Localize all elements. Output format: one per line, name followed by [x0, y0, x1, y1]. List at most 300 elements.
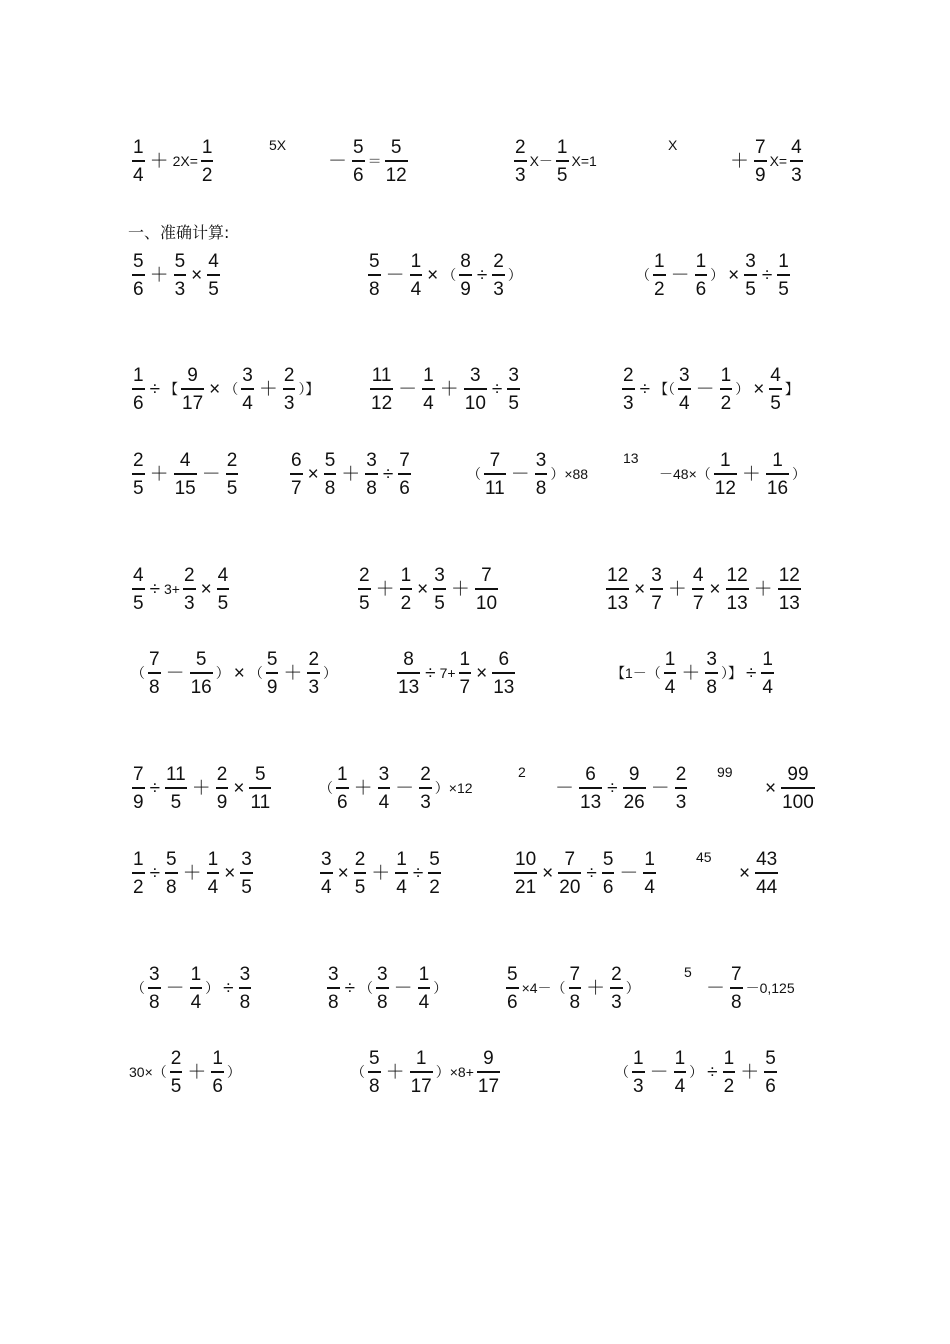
- math-expression: [128, 1049, 242, 1096]
- denominator: 5: [170, 1075, 182, 1097]
- numerator: 7: [481, 565, 492, 586]
- math-text: ）: [792, 466, 807, 483]
- denominator: 4: [321, 876, 332, 898]
- denominator: 13: [580, 791, 602, 813]
- numerator: 2: [359, 565, 370, 586]
- fraction: [602, 850, 615, 897]
- operator: ÷: [149, 578, 161, 600]
- fraction: [569, 965, 582, 1012]
- operator: －: [695, 378, 715, 400]
- numerator: 99: [787, 764, 809, 785]
- numerator: 9: [483, 1048, 494, 1069]
- fraction: [148, 650, 161, 697]
- numerator: 1: [556, 137, 568, 158]
- fraction: [726, 566, 749, 613]
- denominator: 2: [429, 876, 440, 898]
- numerator: 1: [423, 365, 434, 386]
- numerator: 8: [403, 649, 414, 670]
- operator: ＋: [439, 378, 459, 400]
- fraction: [692, 566, 705, 613]
- denominator: 44: [756, 876, 778, 898]
- math-text: ）: [689, 1064, 704, 1081]
- math-text: （: [359, 980, 374, 997]
- numerator: 1: [400, 565, 412, 586]
- denominator: 4: [133, 164, 144, 186]
- denominator: 4: [679, 392, 690, 414]
- denominator: 2: [654, 278, 665, 300]
- operator: ×: [233, 662, 245, 684]
- numerator: 7: [564, 849, 576, 870]
- fraction: [643, 850, 656, 897]
- fraction: [761, 650, 774, 697]
- operator: ＋: [149, 264, 169, 286]
- numerator: 2: [183, 565, 195, 586]
- fraction: [395, 850, 408, 897]
- operator: ＋: [681, 662, 701, 684]
- fraction: [327, 965, 340, 1012]
- fraction: [506, 965, 519, 1012]
- math-expression: [368, 366, 522, 413]
- denominator: 6: [133, 278, 144, 300]
- denominator: 20: [559, 876, 581, 898]
- numerator: 1: [337, 764, 348, 785]
- fraction: [216, 765, 229, 812]
- math-text: ）】: [720, 665, 742, 682]
- fraction: [579, 765, 602, 812]
- numerator: 3: [378, 764, 390, 785]
- denominator: 12: [385, 164, 407, 186]
- operator: －: [398, 378, 418, 400]
- fraction: [790, 138, 803, 185]
- fraction: [664, 650, 677, 697]
- operator: ×: [191, 264, 203, 286]
- operator: －: [395, 777, 415, 799]
- fraction: [283, 366, 296, 413]
- denominator: 6: [507, 991, 518, 1013]
- operator: －: [385, 264, 405, 286]
- fraction: [678, 366, 691, 413]
- numerator: 11: [166, 764, 186, 785]
- denominator: 8: [731, 991, 742, 1013]
- operator: ＋: [741, 463, 761, 485]
- fraction: [632, 1049, 645, 1096]
- fraction: [266, 650, 279, 697]
- operator: －: [555, 777, 575, 799]
- fraction: [378, 765, 391, 812]
- fraction: [241, 366, 254, 413]
- math-expression: [512, 138, 598, 185]
- operator: ＋: [740, 1061, 760, 1083]
- numerator: 4: [208, 251, 219, 272]
- fraction: [556, 138, 569, 185]
- math-expression: [703, 965, 796, 1012]
- fraction: [365, 451, 378, 498]
- math-text: ）: [433, 980, 448, 997]
- operator: ×: [765, 777, 777, 799]
- math-expression: [288, 451, 413, 498]
- numerator: 5: [602, 849, 614, 870]
- denominator: 6: [212, 1075, 223, 1097]
- numerator: 4: [179, 450, 191, 471]
- numerator: 1: [410, 251, 422, 272]
- numerator: 3: [745, 251, 756, 272]
- denominator: 13: [607, 592, 629, 614]
- math-text: （: [467, 466, 481, 483]
- math-text: X: [668, 137, 678, 153]
- fraction: [781, 765, 815, 812]
- denominator: 21: [515, 876, 537, 898]
- fraction: [410, 1049, 433, 1096]
- math-expression: [622, 451, 640, 465]
- math-text: ×4－（: [521, 980, 566, 997]
- math-expression: [727, 138, 805, 185]
- fraction: [239, 965, 252, 1012]
- operator: ×: [739, 862, 751, 884]
- operator: ÷: [149, 777, 161, 799]
- denominator: 8: [377, 991, 388, 1013]
- operator: ÷: [707, 1061, 718, 1083]
- fraction: [610, 965, 623, 1012]
- denominator: 3: [515, 164, 526, 186]
- operator: ×: [200, 578, 212, 600]
- denominator: 7: [459, 676, 471, 698]
- numerator: 1: [695, 251, 707, 272]
- denominator: 7: [651, 592, 662, 614]
- operator: ×: [417, 578, 429, 600]
- fraction: [201, 138, 214, 185]
- fraction: [132, 451, 145, 498]
- math-expression: [130, 451, 240, 498]
- operator: ÷: [586, 862, 597, 884]
- fraction: [190, 650, 213, 697]
- math-text: 7+: [439, 665, 456, 682]
- math-text: 13: [623, 450, 639, 466]
- denominator: 4: [207, 876, 219, 898]
- math-text: －0,125: [745, 980, 795, 997]
- numerator: 1: [133, 365, 144, 386]
- operator: ×: [427, 264, 439, 286]
- denominator: 5: [778, 278, 789, 300]
- fraction: [705, 650, 718, 697]
- operator: －: [619, 862, 639, 884]
- fraction: [397, 650, 420, 697]
- math-expression: [512, 850, 658, 897]
- math-text: ＝: [367, 153, 382, 170]
- operator: ＋: [730, 150, 750, 172]
- numerator: 2: [226, 450, 238, 471]
- operator: ＋: [667, 578, 687, 600]
- numerator: 1: [720, 365, 732, 386]
- fraction: [764, 1049, 777, 1096]
- operator: ×: [233, 777, 245, 799]
- operator: ＋: [191, 777, 211, 799]
- numerator: 2: [308, 649, 320, 670]
- numerator: 5: [266, 649, 278, 670]
- numerator: 1: [190, 964, 202, 985]
- fraction: [507, 366, 520, 413]
- operator: ×: [728, 264, 740, 286]
- numerator: 5: [133, 251, 144, 272]
- numerator: 5: [166, 849, 177, 870]
- numerator: 3: [366, 450, 377, 471]
- numerator: 1: [633, 1048, 644, 1069]
- numerator: 7: [731, 964, 742, 985]
- numerator: 3: [651, 565, 662, 586]
- fraction: [324, 451, 337, 498]
- denominator: 6: [133, 392, 144, 414]
- numerator: 7: [133, 764, 144, 785]
- denominator: 16: [766, 477, 789, 499]
- operator: ＋: [375, 578, 395, 600]
- fraction: [211, 1049, 224, 1096]
- numerator: 3: [377, 964, 388, 985]
- fraction: [132, 366, 145, 413]
- math-expression: [366, 252, 523, 299]
- fraction: [174, 252, 187, 299]
- denominator: 5: [241, 876, 252, 898]
- fraction: [778, 566, 801, 613]
- fraction: [730, 965, 743, 1012]
- denominator: 8: [324, 477, 336, 499]
- fraction: [777, 252, 790, 299]
- math-text: ）: [323, 665, 338, 682]
- denominator: 4: [242, 392, 253, 414]
- denominator: 5: [745, 278, 756, 300]
- math-expression: [130, 138, 215, 185]
- denominator: 5: [226, 477, 238, 499]
- denominator: 5: [133, 477, 144, 499]
- fraction: [477, 1049, 500, 1096]
- denominator: 2: [400, 592, 412, 614]
- fraction: [558, 850, 581, 897]
- denominator: 3: [633, 1075, 644, 1097]
- operator: ＋: [371, 862, 391, 884]
- denominator: 13: [778, 592, 800, 614]
- numerator: 12: [778, 565, 800, 586]
- math-text: （: [615, 1064, 629, 1081]
- fraction: [622, 366, 635, 413]
- operator: ÷: [476, 264, 488, 286]
- math-expression: [614, 1049, 779, 1096]
- denominator: 13: [493, 676, 515, 698]
- math-expression: [268, 138, 287, 152]
- numerator: 1: [772, 450, 783, 471]
- denominator: 5: [217, 592, 229, 614]
- denominator: 13: [726, 592, 748, 614]
- math-expression: [130, 650, 338, 697]
- numerator: 3: [239, 964, 251, 985]
- math-expression: [130, 366, 320, 413]
- denominator: 3: [623, 392, 634, 414]
- math-text: （: [351, 1064, 365, 1081]
- denominator: 7: [291, 477, 302, 499]
- fraction: [464, 366, 487, 413]
- denominator: 4: [762, 676, 773, 698]
- numerator: 2: [420, 764, 431, 785]
- operator: ＋: [753, 578, 773, 600]
- fraction: [675, 765, 688, 812]
- fraction: [720, 366, 733, 413]
- operator: ÷: [149, 378, 161, 400]
- fraction: [385, 138, 408, 185]
- numerator: 7: [149, 649, 160, 670]
- numerator: 3: [679, 365, 690, 386]
- fraction: [170, 1049, 183, 1096]
- fraction: [174, 451, 197, 498]
- math-expression: [736, 850, 780, 897]
- fraction: [376, 965, 389, 1012]
- denominator: 6: [337, 791, 348, 813]
- math-text: 【1－（: [611, 665, 661, 682]
- fraction: [674, 1049, 687, 1096]
- math-text: 5: [684, 964, 692, 980]
- math-expression: [466, 451, 589, 498]
- operator: ×: [307, 463, 319, 485]
- math-text: ）: [710, 267, 725, 284]
- math-text: ）×12: [434, 780, 473, 797]
- math-expression: [130, 765, 273, 812]
- math-text: ）×88: [550, 466, 589, 483]
- numerator: 7: [489, 450, 501, 471]
- fraction: [514, 138, 527, 185]
- numerator: 4: [217, 565, 229, 586]
- numerator: 6: [585, 764, 596, 785]
- denominator: 8: [369, 278, 380, 300]
- math-text: 45: [696, 849, 712, 865]
- fraction: [207, 252, 220, 299]
- fraction: [766, 451, 789, 498]
- fraction: [290, 451, 303, 498]
- denominator: 2: [133, 876, 144, 898]
- numerator: 1: [459, 649, 471, 670]
- fraction: [428, 850, 441, 897]
- math-text: 2X=: [172, 153, 198, 170]
- numerator: 5: [255, 764, 266, 785]
- denominator: 10: [475, 592, 498, 614]
- numerator: 1: [207, 849, 219, 870]
- fraction: [714, 451, 737, 498]
- operator: －: [393, 977, 413, 999]
- denominator: 15: [174, 477, 196, 499]
- denominator: 6: [602, 876, 614, 898]
- denominator: 8: [239, 991, 251, 1013]
- fraction: [352, 138, 365, 185]
- numerator: 2: [216, 764, 228, 785]
- numerator: 2: [493, 251, 504, 272]
- fraction: [183, 566, 196, 613]
- denominator: 3: [420, 791, 431, 813]
- fraction: [492, 252, 505, 299]
- fraction: [459, 252, 472, 299]
- numerator: 1: [674, 1048, 686, 1069]
- math-expression: [517, 765, 527, 779]
- denominator: 11: [485, 477, 505, 499]
- numerator: 1: [201, 137, 213, 158]
- denominator: 8: [328, 991, 339, 1013]
- denominator: 9: [216, 791, 228, 813]
- denominator: 2: [720, 392, 732, 414]
- denominator: 4: [423, 392, 434, 414]
- denominator: 8: [569, 991, 581, 1013]
- numerator: 5: [429, 849, 440, 870]
- math-text: －48×（: [659, 466, 711, 483]
- math-text: ）: [507, 267, 522, 284]
- math-expression: [716, 765, 734, 779]
- denominator: 10: [464, 392, 486, 414]
- operator: ＋: [353, 777, 373, 799]
- denominator: 6: [399, 477, 410, 499]
- denominator: 4: [664, 676, 676, 698]
- operator: ＋: [182, 862, 202, 884]
- denominator: 8: [149, 991, 160, 1013]
- numerator: 11: [371, 365, 392, 386]
- denominator: 16: [190, 676, 212, 698]
- fraction: [400, 566, 413, 613]
- numerator: 4: [791, 137, 802, 158]
- math-expression: [667, 138, 678, 152]
- operator: ＋: [149, 463, 169, 485]
- math-expression: [130, 566, 231, 613]
- numerator: 4: [770, 365, 781, 386]
- fraction: [132, 566, 145, 613]
- math-text: （: [319, 780, 333, 797]
- fraction: [207, 850, 220, 897]
- math-text: （: [224, 381, 239, 398]
- denominator: 8: [366, 477, 377, 499]
- denominator: 5: [508, 392, 519, 414]
- operator: －: [510, 463, 530, 485]
- fraction: [514, 850, 537, 897]
- denominator: 17: [477, 1075, 500, 1097]
- math-text: ）: [625, 980, 640, 997]
- denominator: 4: [190, 991, 202, 1013]
- math-text: ）】: [298, 381, 320, 398]
- denominator: 6: [353, 164, 364, 186]
- operator: ＋: [586, 977, 606, 999]
- operator: －: [165, 977, 185, 999]
- denominator: 8: [369, 1075, 380, 1097]
- numerator: 3: [508, 365, 519, 386]
- fraction: [695, 252, 708, 299]
- fraction: [217, 566, 230, 613]
- math-expression: [610, 650, 776, 697]
- numerator: 1: [644, 849, 655, 870]
- math-text: 2: [518, 764, 526, 780]
- fraction: [769, 366, 782, 413]
- numerator: 5: [390, 137, 402, 158]
- fraction: [419, 765, 432, 812]
- denominator: 5: [434, 592, 445, 614]
- numerator: 1: [396, 849, 407, 870]
- math-text: 【（: [654, 381, 676, 398]
- numerator: 5: [174, 251, 186, 272]
- operator: ÷: [491, 378, 503, 400]
- math-text: ）: [215, 665, 230, 682]
- numerator: 5: [369, 251, 380, 272]
- numerator: 1: [723, 1048, 735, 1069]
- math-expression: [620, 366, 800, 413]
- numerator: 9: [628, 764, 640, 785]
- operator: ×: [542, 862, 554, 884]
- operator: －: [328, 150, 348, 172]
- denominator: 5: [770, 392, 781, 414]
- fraction: [132, 252, 145, 299]
- fraction: [354, 850, 367, 897]
- denominator: 12: [714, 477, 736, 499]
- denominator: 8: [166, 876, 177, 898]
- operator: －: [649, 1061, 669, 1083]
- math-text: （: [636, 267, 650, 284]
